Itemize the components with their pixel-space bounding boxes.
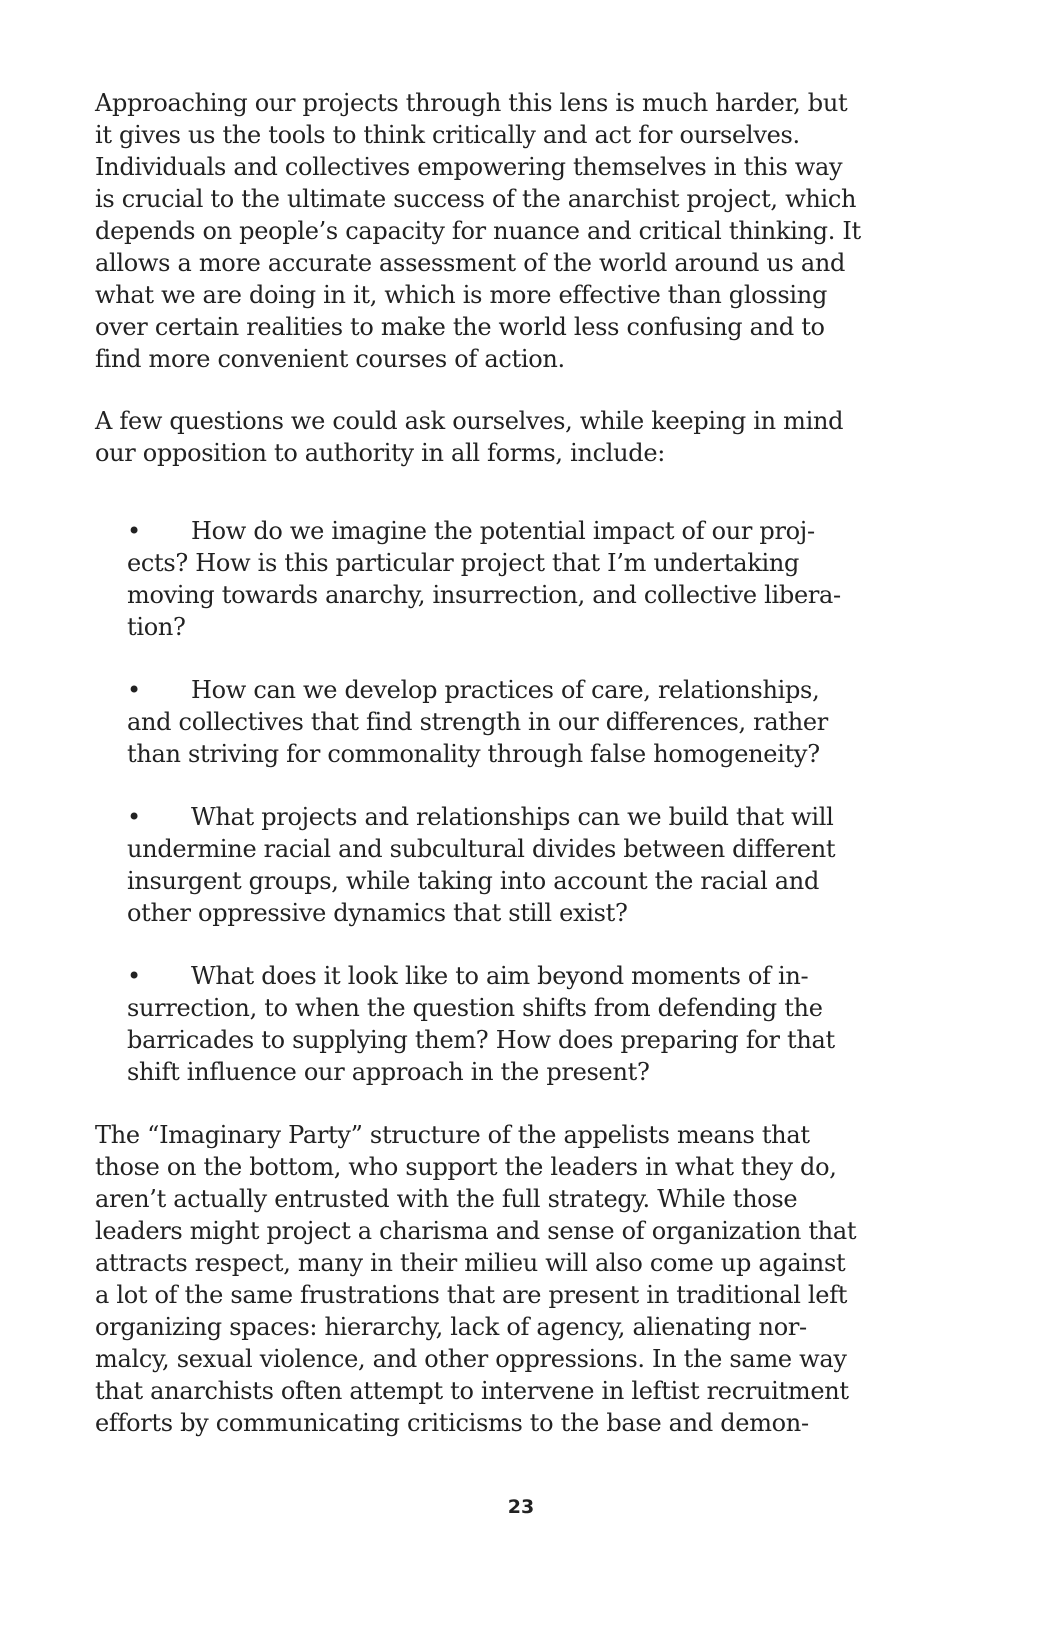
text-line: allows a more accurate assessment of the world around us and [95,249,846,277]
text-line: The “Imaginary Party” structure of the appelists means that [95,1121,810,1149]
bullet-first-line [127,960,907,992]
text-line: How can we develop practices of care, relationships, [191,676,820,704]
text-line: than striving for commonality through false homogeneity? [127,740,820,768]
text-line: that anarchists often attempt to intervene in leftist recruitment [95,1377,849,1405]
text-line: shift influence our approach in the present? [127,1058,650,1086]
text-line: find more convenient courses of action. [95,345,565,373]
text-line: organizing spaces: hierarchy, lack of agency, alienating nor- [95,1313,807,1341]
text-line: leaders might project a charisma and sense of organization that [95,1217,857,1245]
page-number: 23 [507,1496,535,1518]
bullet-first-line [127,674,907,706]
text-line: efforts by communicating criticisms to the base and demon- [95,1409,809,1437]
text-line: a lot of the same frustrations that are present in traditional left [95,1281,848,1309]
bullet-icon: • [127,676,141,704]
paragraph-3 [95,1119,895,1439]
text-line: insurgent groups, while taking into account the racial and [127,867,820,895]
text-line: Individuals and collectives empowering themselves in this way [95,153,843,181]
text-line: What projects and relationships can we build that will [191,803,834,831]
text-line: tion? [127,613,186,641]
text-line: those on the bottom, who support the leaders in what they do, [95,1153,837,1181]
bullet-first-line [127,515,907,547]
text-line: other oppressive dynamics that still exist? [127,899,628,927]
bullet-icon: • [127,517,141,545]
text-line: ects? How is this particular project that I’m undertaking [127,549,800,577]
text-line: depends on people’s capacity for nuance and critical thinking. It [95,217,861,245]
text-line: over certain realities to make the world less confusing and to [95,313,825,341]
text-line: it gives us the tools to think critically and act for ourselves. [95,121,800,149]
bullet-item-4 [127,960,907,1088]
text-line: undermine racial and subcultural divides between different [127,835,836,863]
text-line: How do we imagine the potential impact of our proj- [191,517,815,545]
text-line: and collectives that find strength in our differences, rather [127,708,828,736]
text-line: What does it look like to aim beyond moments of in- [191,962,809,990]
text-line: moving towards anarchy, insurrection, and collective libera- [127,581,841,609]
bullet-icon: • [127,962,141,990]
text-line: aren’t actually entrusted with the full strategy. While those [95,1185,798,1213]
text-line: our opposition to authority in all forms, include: [95,439,666,467]
text-line: malcy, sexual violence, and other oppressions. In the same way [95,1345,847,1373]
text-line: surrection, to when the question shifts from defending the [127,994,823,1022]
bullet-item-2 [127,674,907,770]
bullet-item-1 [127,515,907,643]
text-line: barricades to supplying them? How does preparing for that [127,1026,835,1054]
bullet-first-line [127,801,907,833]
paragraph-2 [95,405,895,469]
bullet-icon: • [127,803,141,831]
paragraph-1 [95,87,895,375]
text-line: is crucial to the ultimate success of the anarchist project, which [95,185,857,213]
text-line: what we are doing in it, which is more effective than glossing [95,281,828,309]
bullet-item-3 [127,801,907,929]
text-line: A few questions we could ask ourselves, while keeping in mind [95,407,844,435]
text-line: Approaching our projects through this lens is much harder, but [95,89,848,117]
text-line: attracts respect, many in their milieu will also come up against [95,1249,846,1277]
